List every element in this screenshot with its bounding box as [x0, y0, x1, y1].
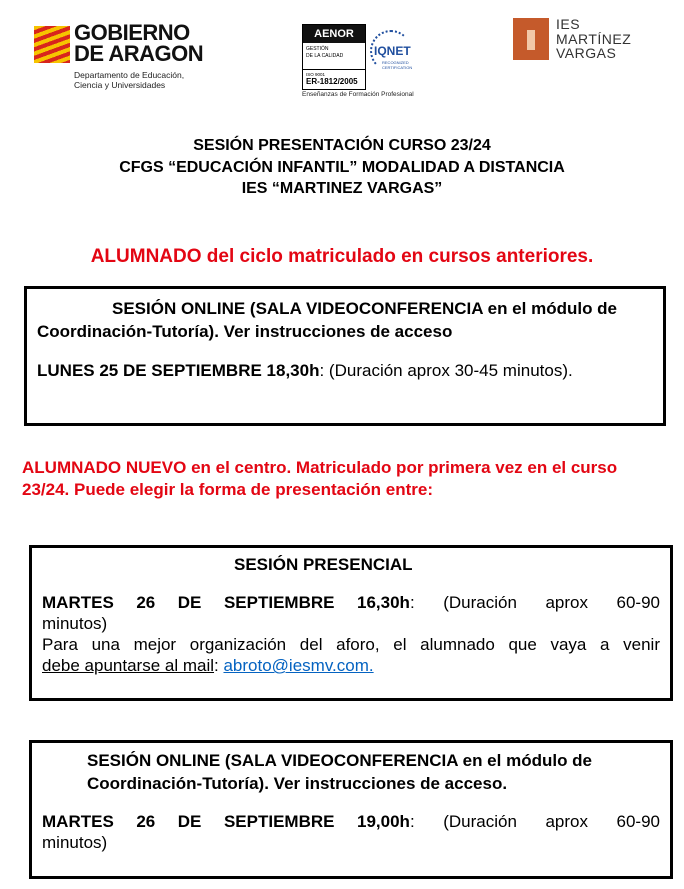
aenor-brand: AENOR	[303, 25, 365, 43]
gobierno-aragon-logo	[34, 22, 234, 92]
online-session-box-1	[24, 286, 666, 426]
logo-text: GOBIERNO	[74, 20, 190, 45]
aenor-text	[303, 43, 365, 70]
ies-logo-mark-icon	[513, 18, 549, 60]
title-line: IES “MARTINEZ VARGAS”	[241, 180, 443, 197]
session-detail: en el módulo de Coordinación-Tutoría). Ver instrucciones de acceso.	[87, 751, 593, 793]
session-title: SESIÓN ONLINE (SALA VIDEOCONFERENCIA	[87, 751, 458, 770]
session-title: SESIÓN ONLINE (SALA VIDEOCONFERENCIA	[112, 299, 483, 318]
aragon-flag-icon	[34, 26, 70, 63]
title-line: CFGS “EDUCACIÓN INFANTIL” MODALIDAD A DISTANCIA	[119, 158, 565, 176]
date-rest: : (Duración aprox 60-90 minutos)	[42, 812, 660, 852]
date-rest: : (Duración aprox 60-90 minutos)	[42, 593, 660, 633]
ies-logo-text	[556, 17, 631, 61]
heading-bold: ALUMNADO	[90, 246, 202, 267]
session-detail: en el módulo de Coordinación-Tutoría). Ver instrucciones de acceso	[37, 299, 618, 341]
aenor-iso: ISO 9001	[306, 72, 326, 77]
session-date	[42, 592, 660, 634]
session-heading: SESIÓN PRESENCIAL	[234, 555, 413, 574]
logo-text: Departamento de Educación,	[74, 70, 185, 80]
presencial-session-box	[29, 545, 673, 701]
date-rest: : (Duración aprox 30-45 minutos).	[319, 361, 573, 380]
logo-text: IES	[556, 16, 581, 32]
logo-text: Ciencia y Universidades	[74, 80, 166, 90]
date-bold: LUNES 25 DE SEPTIEMBRE 18,30h	[37, 361, 320, 380]
logo-text: GESTIÓN	[306, 46, 329, 52]
email-link[interactable]: abroto@iesmv.com.	[223, 656, 374, 675]
intro-rest: en el centro. Matriculado por primera vez en el curso 23/24. Puede elegir la forma de presentación entre:	[22, 458, 618, 499]
session-date	[37, 359, 653, 382]
document-title	[0, 135, 684, 200]
iqnet-sub	[382, 60, 412, 70]
session-contact	[42, 655, 660, 676]
session-description	[37, 297, 653, 343]
logo-text: RECOGNIZED	[382, 60, 409, 65]
gobierno-logo-sub	[74, 70, 184, 90]
logo-text: CERTIFICATION	[382, 65, 413, 70]
fp-caption: Enseñanzas de Formación Profesional	[302, 91, 414, 98]
title-line: SESIÓN PRESENTACIÓN CURSO 23/24	[193, 137, 491, 154]
note-colon: :	[214, 656, 224, 675]
session-description	[42, 749, 660, 795]
section1-heading	[0, 246, 684, 268]
logo-text: DE LA CALIDAD	[306, 53, 344, 59]
aenor-code: ER-1812/2005	[306, 77, 358, 86]
session-note: Para una mejor organización del aforo, el alumnado que vaya a venir	[42, 635, 660, 654]
section2-intro	[22, 457, 662, 501]
online-session-box-2	[29, 740, 673, 879]
session-date	[42, 811, 660, 853]
logo-text: DE ARAGON	[74, 41, 204, 66]
heading-rest: del ciclo matriculado en cursos anteriores.	[201, 246, 594, 267]
gobierno-logo-name	[74, 22, 203, 64]
date-bold: MARTES 26 DE SEPTIEMBRE 19,00h	[42, 812, 410, 831]
iqnet-brand: IQNET	[374, 44, 411, 58]
intro-bold: ALUMNADO NUEVO	[22, 458, 187, 477]
date-bold: MARTES 26 DE SEPTIEMBRE 16,30h	[42, 593, 410, 612]
logo-text: MARTÍNEZ	[556, 30, 632, 47]
note-underlined: debe apuntarse al mail	[42, 656, 215, 675]
iqnet-logo	[370, 28, 420, 78]
logo-text: VARGAS	[556, 45, 617, 61]
